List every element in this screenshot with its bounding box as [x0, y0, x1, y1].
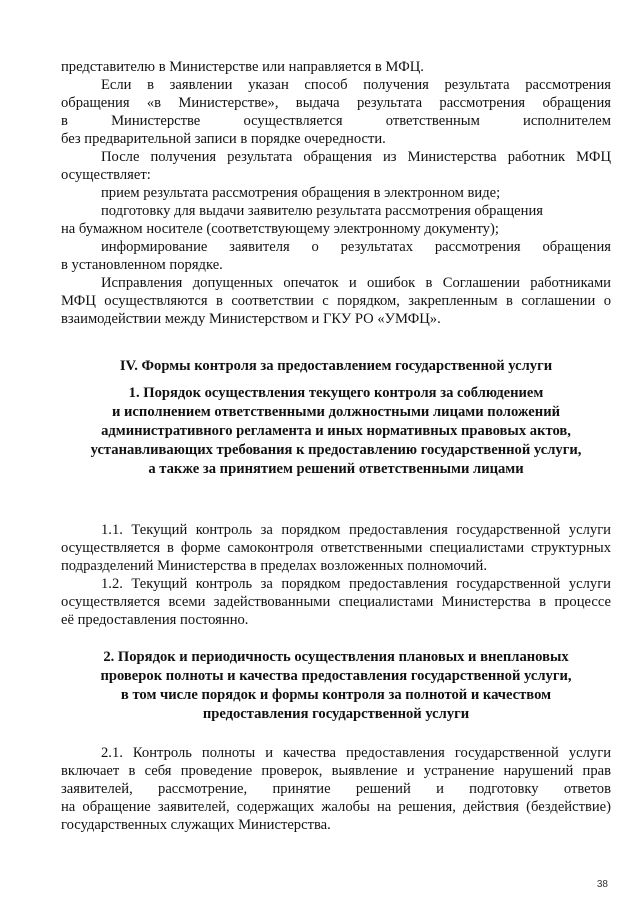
- text-line: в Министерстве осуществляется ответственным исполнителем: [61, 113, 611, 129]
- page-number: 38: [596, 879, 608, 890]
- subsection-heading-2: [61, 648, 611, 724]
- text-line: на бумажном носителе (соответствующему электронному документу);: [61, 221, 499, 237]
- text-line: взаимодействии между Министерством и ГКУ РО «УМФЦ».: [61, 311, 441, 327]
- text-line: 1.2. Текущий контроль за порядком предоставления государственной услуги: [101, 576, 611, 592]
- text-line: в установленном порядке.: [61, 257, 223, 273]
- heading-line: 1. Порядок осуществления текущего контроля за соблюдением: [128, 385, 544, 401]
- section-title: IV. Формы контроля за предоставлением государственной услуги: [119, 358, 553, 374]
- text-line: без предварительной записи в порядке очередности.: [61, 131, 386, 147]
- text-line: 1.1. Текущий контроль за порядком предоставления государственной услуги: [101, 522, 611, 538]
- heading-line: проверок полноты и качества предоставления государственной услуги,: [100, 668, 572, 684]
- text-line: осуществляется в форме самоконтроля ответственными специалистами структурных: [61, 540, 611, 556]
- heading-line: предоставления государственной услуги: [202, 706, 470, 722]
- text-line: подготовку для выдачи заявителю результата рассмотрения обращения: [101, 203, 543, 219]
- text-line: информирование заявителя о результатах рассмотрения обращения: [101, 239, 611, 255]
- text-line: подразделений Министерства в пределах возложенных полномочий.: [61, 558, 487, 574]
- heading-line: устанавливающих требования к предоставлению государственной услуги,: [90, 442, 582, 458]
- text-line: на обращение заявителей, содержащих жалобы на решения, действия (бездействие): [61, 799, 611, 815]
- text-line: Если в заявлении указан способ получения результата рассмотрения: [101, 77, 611, 93]
- heading-line: 2. Порядок и периодичность осуществления плановых и внеплановых: [103, 649, 569, 665]
- text-line: 2.1. Контроль полноты и качества предоставления государственной услуги: [101, 745, 611, 761]
- paragraph-2-1: [61, 744, 611, 834]
- paragraph-mfc-result: [61, 58, 611, 328]
- heading-line: а также за принятием решений ответственными лицами: [148, 461, 524, 477]
- text-line: осуществляет:: [61, 167, 151, 183]
- subsection-heading-1: [61, 384, 611, 479]
- text-line: включает в себя проведение проверок, выявление и устранение нарушений прав: [61, 763, 611, 779]
- paragraph-1-1: [61, 521, 611, 575]
- document-page: [61, 58, 611, 834]
- text-line: осуществляется всеми задействованными специалистами Министерства в процессе: [61, 594, 611, 610]
- text-line: представителю в Министерстве или направляется в МФЦ.: [61, 59, 424, 75]
- heading-line: и исполнением ответственными должностными лицами положений: [111, 404, 561, 420]
- text-line: государственных служащих Министерства.: [61, 817, 331, 833]
- text-line: прием результата рассмотрения обращения в электронном виде;: [101, 185, 501, 201]
- text-line: заявителей, рассмотрение, принятие решений и подготовку ответов: [61, 781, 611, 797]
- text-line: После получения результата обращения из Министерства работник МФЦ: [101, 149, 611, 165]
- heading-line: административного регламента и иных нормативных правовых актов,: [101, 423, 571, 439]
- text-line: её предоставления постоянно.: [61, 612, 249, 628]
- heading-line: в том числе порядок и формы контроля за полнотой и качеством: [120, 687, 552, 703]
- text-line: Исправления допущенных опечаток и ошибок в Соглашении работниками: [101, 275, 611, 291]
- text-line: МФЦ осуществляются в соответствии с порядком, закрепленным в соглашении о: [61, 293, 611, 309]
- text-line: обращения «в Министерстве», выдача результата рассмотрения обращения: [61, 95, 611, 111]
- paragraph-1-2: [61, 575, 611, 629]
- section-heading: [61, 357, 611, 376]
